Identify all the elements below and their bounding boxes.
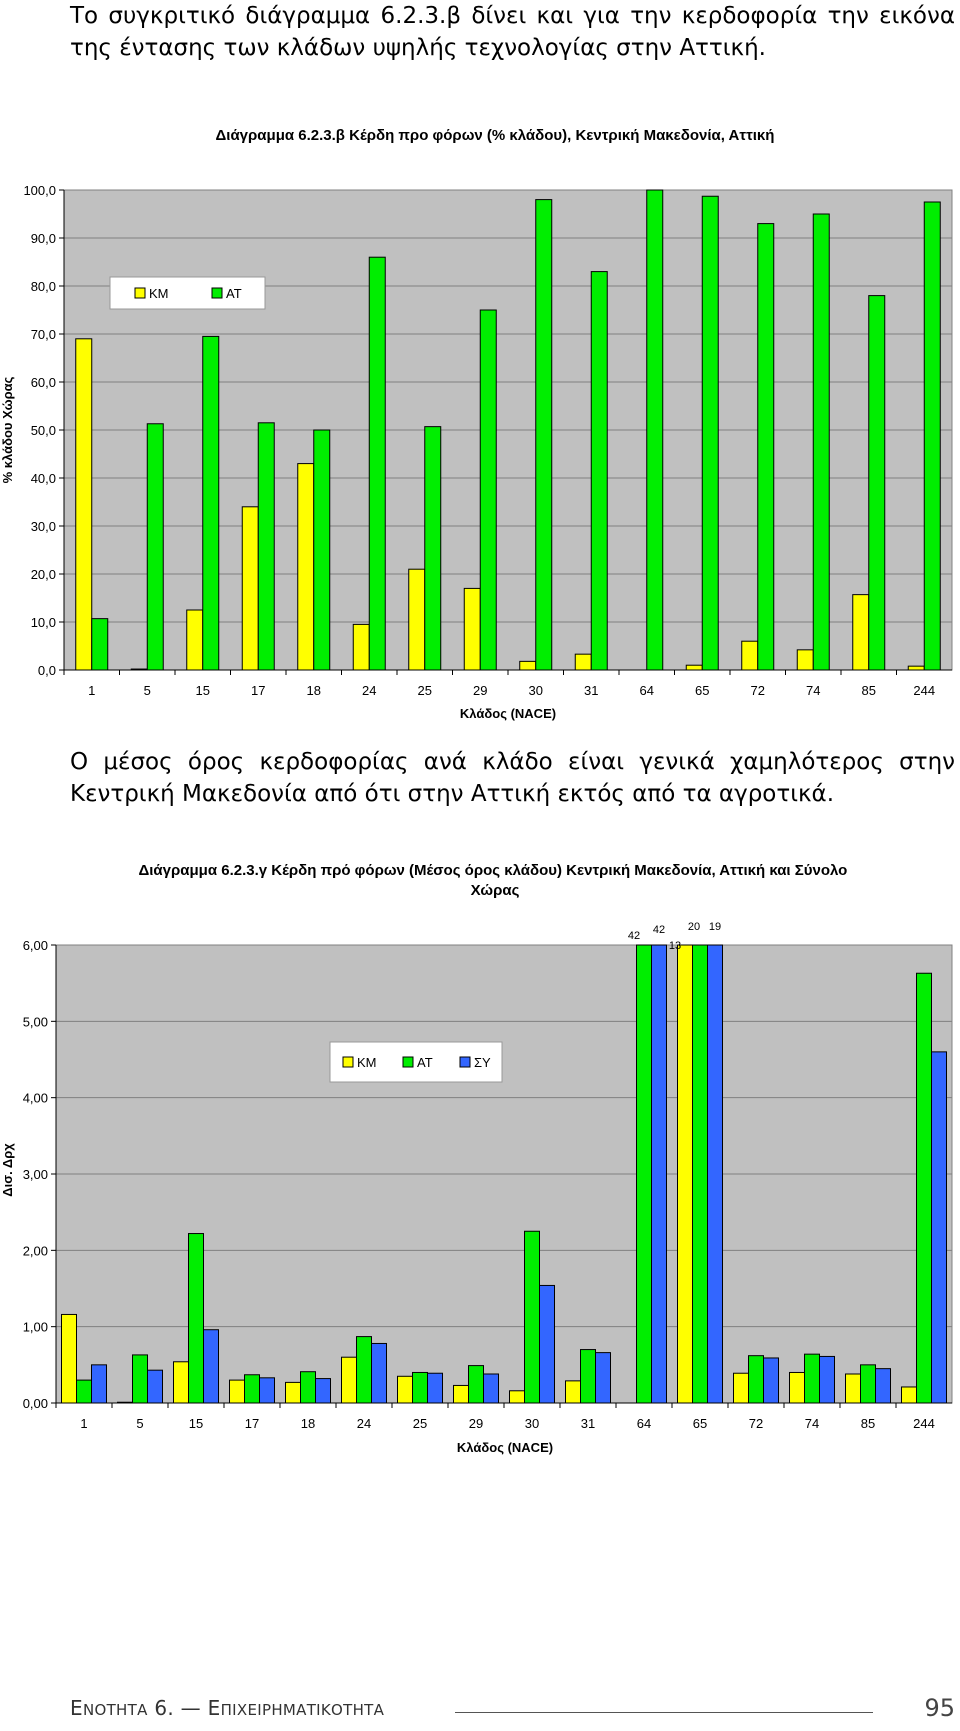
bar-29-1 bbox=[469, 1366, 484, 1403]
bar-15-0 bbox=[174, 1362, 189, 1403]
bar-74-1 bbox=[805, 1354, 820, 1403]
x-tick-label: 74 bbox=[806, 683, 821, 698]
bar-85-0 bbox=[846, 1374, 861, 1403]
footer-rule bbox=[455, 1712, 873, 1713]
legend-label-km: ΚΜ bbox=[357, 1055, 377, 1070]
bar-74-0 bbox=[797, 650, 813, 670]
bar-31-1 bbox=[581, 1350, 596, 1403]
bar-64-1 bbox=[647, 190, 663, 670]
bar-244-0 bbox=[908, 666, 924, 670]
bar-64-2 bbox=[652, 945, 667, 1403]
bar-31-2 bbox=[596, 1353, 611, 1403]
bar-65-0 bbox=[686, 665, 702, 670]
bar-65-0 bbox=[678, 945, 693, 1403]
x-tick-label: 17 bbox=[251, 683, 266, 698]
bar-25-0 bbox=[398, 1376, 413, 1403]
bar-72-0 bbox=[734, 1373, 749, 1403]
chart2-title-text: Διάγραμμα 6.2.3.γ Κέρδη πρό φόρων (Μέσος όρος κλάδου) Κεντρική Μακεδονία, Αττική και Σύνολο bbox=[138, 862, 848, 879]
y-tick-label: 60,0 bbox=[30, 375, 56, 390]
y-tick-label: 3,00 bbox=[22, 1167, 48, 1182]
bar-25-1 bbox=[413, 1372, 428, 1403]
bar-25-1 bbox=[425, 427, 441, 670]
y-tick-label: 50,0 bbox=[30, 423, 56, 438]
x-tick-label: 1 bbox=[88, 683, 96, 698]
bar-24-0 bbox=[342, 1357, 357, 1403]
x-tick-label: 64 bbox=[636, 1416, 652, 1431]
legend-label-at: ΑΤ bbox=[226, 286, 242, 301]
chart1-title: Διάγραμμα 6.2.3.β Κέρδη προ φόρων (% κλάδου), Κεντρική Μακεδονία, Αττική bbox=[215, 127, 775, 144]
y-tick-label: 40,0 bbox=[30, 471, 56, 486]
x-tick-label: 5 bbox=[143, 683, 151, 698]
x-tick-label: 244 bbox=[913, 1416, 935, 1431]
bar-15-1 bbox=[189, 1234, 204, 1403]
chart2-x-axis-label: Κλάδος (NACE) bbox=[456, 1440, 554, 1455]
bar-25-2 bbox=[428, 1373, 443, 1403]
bar-31-0 bbox=[575, 654, 591, 670]
y-tick-label: 5,00 bbox=[22, 1014, 48, 1030]
bar-17-0 bbox=[230, 1380, 245, 1403]
x-tick-label: 72 bbox=[750, 683, 765, 698]
chart1-y-ticks bbox=[23, 183, 64, 678]
y-tick-label: 20,0 bbox=[30, 567, 56, 582]
chart2-title-line1 bbox=[138, 862, 851, 899]
bar-85-2 bbox=[876, 1369, 891, 1403]
x-tick-label: 29 bbox=[468, 1416, 484, 1431]
middle-paragraph: Ο μέσος όρος κερδοφορίας ανά κλάδο είναι γενικά χαμηλότερος στην Κεντρική Μακεδονία από ότι στην Αττική εκτός από τα αγροτικά. bbox=[70, 749, 955, 807]
bar-1-2 bbox=[92, 1365, 107, 1403]
bar-85-1 bbox=[869, 296, 885, 670]
bar-31-0 bbox=[566, 1381, 581, 1403]
legend-swatch-at bbox=[212, 288, 222, 298]
clipped-value-label: 19 bbox=[708, 921, 722, 933]
clipped-value-label: 20 bbox=[687, 921, 701, 933]
chart1-x-ticks bbox=[64, 670, 952, 698]
chart1-y-axis-label: % κλάδου Χώρας bbox=[0, 376, 15, 484]
chart2-y-axis-label: Δισ. Δρχ bbox=[0, 1143, 15, 1197]
bar-1-1 bbox=[92, 619, 108, 670]
x-tick-label: 31 bbox=[580, 1416, 596, 1431]
y-tick-label: 2,00 bbox=[22, 1243, 48, 1259]
x-tick-label: 72 bbox=[748, 1416, 764, 1431]
x-tick-label: 18 bbox=[306, 683, 321, 698]
x-tick-label: 29 bbox=[473, 683, 488, 698]
bar-72-2 bbox=[764, 1358, 779, 1403]
bar-18-2 bbox=[316, 1379, 331, 1403]
x-tick-label: 5 bbox=[136, 1416, 144, 1431]
page-footer bbox=[70, 1696, 955, 1728]
legend-label-at: ΑΤ bbox=[417, 1055, 433, 1070]
y-tick-label: 70,0 bbox=[30, 327, 56, 342]
legend-swatch-km bbox=[135, 288, 145, 298]
bar-17-0 bbox=[242, 507, 258, 670]
x-tick-label: 30 bbox=[528, 683, 543, 698]
bar-18-0 bbox=[298, 464, 314, 670]
bar-244-2 bbox=[932, 1052, 947, 1403]
y-tick-label: 30,0 bbox=[30, 519, 56, 534]
x-tick-label: 85 bbox=[861, 683, 876, 698]
bar-18-1 bbox=[314, 430, 330, 670]
x-tick-label: 17 bbox=[244, 1416, 260, 1431]
bar-72-1 bbox=[749, 1356, 764, 1403]
x-tick-label: 74 bbox=[804, 1416, 820, 1431]
x-tick-label: 15 bbox=[195, 683, 210, 698]
x-tick-label: 24 bbox=[356, 1416, 372, 1431]
bar-15-1 bbox=[203, 336, 219, 670]
bar-30-2 bbox=[540, 1285, 555, 1403]
x-tick-label: 15 bbox=[188, 1416, 204, 1431]
chart2-x-ticks bbox=[56, 1403, 952, 1431]
bar-29-0 bbox=[464, 588, 480, 670]
x-tick-label: 1 bbox=[80, 1416, 88, 1431]
bar-1-0 bbox=[62, 1314, 77, 1403]
y-tick-label: 0,00 bbox=[22, 1396, 48, 1411]
bar-65-2 bbox=[708, 945, 723, 1403]
bar-1-0 bbox=[76, 339, 92, 670]
bar-30-0 bbox=[520, 661, 536, 670]
x-tick-label: 25 bbox=[412, 1416, 428, 1431]
bar-244-1 bbox=[917, 973, 932, 1403]
bar-18-0 bbox=[286, 1382, 301, 1403]
bar-5-1 bbox=[147, 424, 163, 670]
legend-swatch-sy bbox=[460, 1057, 470, 1067]
bar-85-1 bbox=[861, 1365, 876, 1403]
bar-15-0 bbox=[187, 610, 203, 670]
chart-kerdi-mean bbox=[0, 855, 960, 1455]
bar-85-0 bbox=[853, 595, 869, 670]
bar-65-1 bbox=[702, 196, 718, 670]
legend-label-km: ΚΜ bbox=[149, 286, 169, 301]
bar-29-1 bbox=[480, 310, 496, 670]
y-tick-label: 4,00 bbox=[22, 1090, 48, 1106]
x-tick-label: 65 bbox=[695, 683, 710, 698]
y-tick-label: 1,00 bbox=[22, 1319, 48, 1335]
bar-5-1 bbox=[133, 1355, 148, 1403]
footer-section-title: ΕΝΟΤΗΤΑ 6. — ΕΠΙΧΕΙΡΗΜΑΤΙΚΟΤΗΤΑ bbox=[70, 1696, 385, 1720]
bar-65-1 bbox=[693, 945, 708, 1403]
x-tick-label: 18 bbox=[300, 1416, 316, 1431]
x-tick-label: 64 bbox=[639, 683, 654, 698]
clipped-value-label: 13 bbox=[668, 940, 682, 952]
bar-24-2 bbox=[372, 1343, 387, 1403]
bar-72-0 bbox=[742, 641, 758, 670]
legend-swatch-at bbox=[403, 1057, 413, 1067]
chart1-legend bbox=[110, 277, 265, 309]
y-tick-label: 80,0 bbox=[30, 279, 56, 294]
chart2-legend bbox=[330, 1042, 502, 1082]
bar-29-2 bbox=[484, 1374, 499, 1403]
bar-18-1 bbox=[301, 1372, 316, 1403]
x-tick-label: 25 bbox=[417, 683, 432, 698]
bar-30-1 bbox=[525, 1231, 540, 1403]
y-tick-label: 100,0 bbox=[23, 183, 56, 198]
bar-31-1 bbox=[591, 272, 607, 670]
bar-25-0 bbox=[409, 569, 425, 670]
bar-74-2 bbox=[820, 1356, 835, 1403]
bar-24-0 bbox=[353, 624, 369, 670]
chart1-x-axis-label: Κλάδος (NACE) bbox=[459, 706, 557, 721]
intro-paragraph: Το συγκριτικό διάγραμμα 6.2.3.β δίνει και για την κερδοφορία την εικόνα της έντασης των κλάδων υψηλής τεχνολογίας στην Αττική. bbox=[70, 3, 955, 61]
bar-5-2 bbox=[148, 1370, 163, 1403]
y-tick-label: 0,0 bbox=[37, 663, 56, 678]
x-tick-label: 31 bbox=[584, 683, 599, 698]
bar-29-0 bbox=[454, 1385, 469, 1403]
y-tick-label: 90,0 bbox=[30, 231, 56, 246]
x-tick-label: 30 bbox=[524, 1416, 540, 1431]
bar-72-1 bbox=[758, 224, 774, 670]
x-tick-label: 65 bbox=[692, 1416, 708, 1431]
x-tick-label: 244 bbox=[913, 683, 936, 698]
chart-kerdi-percent bbox=[0, 120, 960, 720]
bar-244-0 bbox=[902, 1387, 917, 1403]
bar-244-1 bbox=[924, 202, 940, 670]
clipped-value-label: 42 bbox=[652, 924, 666, 936]
chart2-title-text-line2: Χώρας bbox=[470, 882, 520, 899]
bar-17-1 bbox=[258, 423, 274, 670]
bar-30-0 bbox=[510, 1391, 525, 1403]
chart2-y-ticks bbox=[23, 938, 56, 1411]
x-tick-label: 85 bbox=[860, 1416, 876, 1431]
legend-label-sy: ΣΥ bbox=[474, 1055, 491, 1070]
clipped-value-label: 42 bbox=[627, 930, 641, 942]
bar-1-1 bbox=[77, 1380, 92, 1403]
bar-15-2 bbox=[204, 1330, 219, 1403]
x-tick-label: 24 bbox=[362, 683, 377, 698]
bar-30-1 bbox=[536, 200, 552, 670]
y-tick-label: 10,0 bbox=[30, 615, 56, 630]
legend-swatch-km bbox=[343, 1057, 353, 1067]
bar-24-1 bbox=[357, 1337, 372, 1403]
bar-24-1 bbox=[369, 257, 385, 670]
bar-17-2 bbox=[260, 1378, 275, 1403]
y-tick-label: 6,00 bbox=[22, 938, 48, 953]
bar-64-1 bbox=[637, 945, 652, 1403]
bar-74-1 bbox=[813, 214, 829, 670]
page-number: 95 bbox=[924, 1694, 955, 1722]
bar-74-0 bbox=[790, 1372, 805, 1403]
bar-17-1 bbox=[245, 1375, 260, 1403]
